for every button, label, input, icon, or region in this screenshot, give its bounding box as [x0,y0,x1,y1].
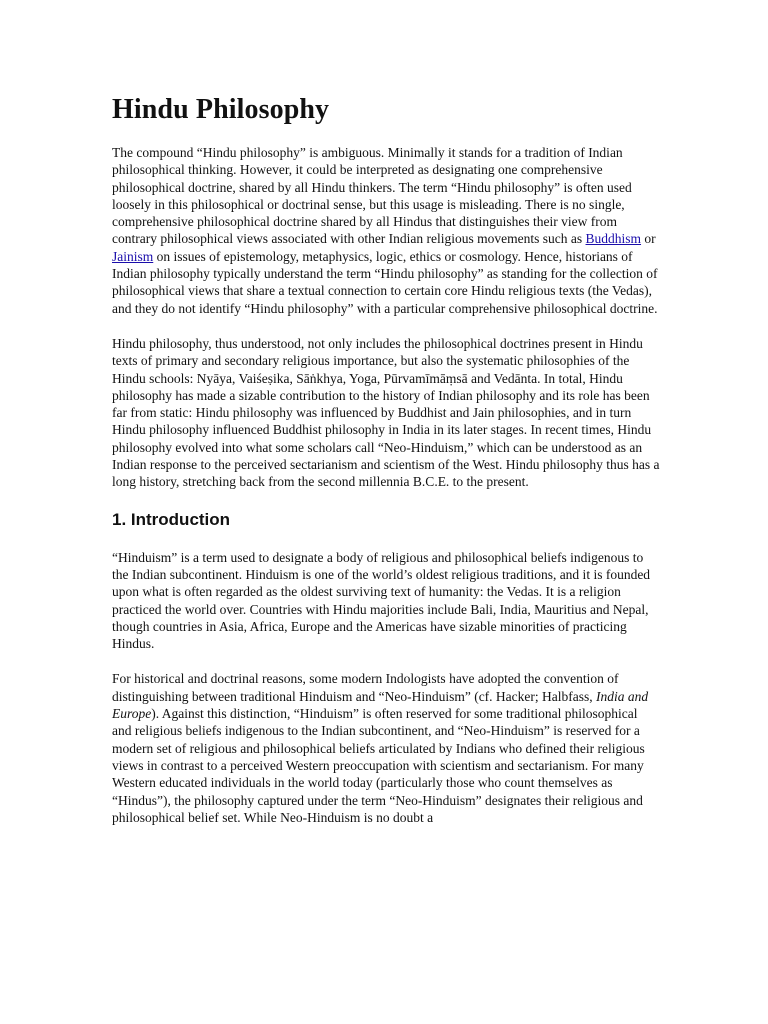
paragraph-text: ). Against this distinction, “Hinduism” is often reserved for some traditional philosophical and religious beliefs indigenous to the Indian subcontinent, and “Neo-Hinduism” is reserved for a modern set of religious and philosophical beliefs articulated by Indians who defined their religious views in contrast to a perceived Western preoccupation with scientism and sectarianism. For many Western educated individuals in the world today (particularly those who count themselves as “Hindus”), the philosophy captured under the term “Neo-Hinduism” designates their religious and philosophical belief set. While Neo-Hinduism is no doubt a [112,706,645,825]
paragraph-hinduism-definition: “Hinduism” is a term used to designate a body of religious and philosophical beliefs indigenous to the Indian subcontinent. Hinduism is one of the world’s oldest religious traditions, and it is founded upon what is often regarded as the oldest surviving text of humanity: the Vedas. It is a religion practiced the world over. Countries with Hindu majorities include Bali, India, Mauritius and Nepal, though countries in Asia, Africa, Europe and the Americas have sizable minorities of practicing Hindus. [112,549,651,652]
paragraph-text: The compound “Hindu philosophy” is ambiguous. Minimally it stands for a tradition of Indian philosophical thinking. However, it could be interpreted as designating one comprehensive philosophical doctrine, shared by all Hindu thinkers. The term “Hindu philosophy” is often used loosely in this philosophical or doctrinal sense, but this usage is misleading. There is no single, comprehensive philosophical doctrine shared by all Hindus that distinguishes their view from contrary philosophical views associated with other Indian religious movements such as [112,145,632,247]
book-title: India and Europe [112,688,649,722]
document-page [112,92,660,844]
page-title: Hindu Philosophy [112,94,330,125]
paragraph-intro [112,144,660,317]
paragraph-schools: Hindu philosophy, thus understood, not only includes the philosophical doctrines present in Hindu texts of primary and secondary religious importance, but also the systematic philosophies of the Hindu schools: Nyāya, Vaiśeṣika, Sāṅkhya, Yoga, Pūrvamīmāṃsā and Vedānta. In total, Hindu philosophy has made a sizable contribution to the history of Indian philosophy and its role has been far from static: Hindu philosophy was influenced by Buddhist and Jain philosophies, and in turn Hindu philosophy influenced Buddhist philosophy in India in its later stages. In recent times, Hindu philosophy evolved into what some scholars call “Neo-Hinduism,” which can be understood as an Indian response to the perceived sectarianism and scientism of the West. Hindu philosophy thus has a long history, stretching back from the second millennia B.C.E. to the present. [112,335,660,490]
paragraph-neo-hinduism [112,670,660,826]
paragraph-text: or [641,231,656,247]
paragraph-text: For historical and doctrinal reasons, some modern Indologists have adopted the convention of distinguishing between traditional Hinduism and “Neo-Hinduism” (cf. Hacker; Halbfass, [112,671,619,704]
buddhism-link[interactable]: Buddhism [585,231,642,247]
paragraph-text: on issues of epistemology, metaphysics, logic, ethics or cosmology. Hence, historians of Indian philosophy typically understand the term “Hindu philosophy” as standing for the collection of philosophical views that share a textual connection to certain core Hindu religious texts (the Vedas), and they do not identify “Hindu philosophy” with a particular comprehensive philosophical doctrine. [112,248,658,316]
jainism-link[interactable]: Jainism [112,248,154,264]
section-heading-introduction: 1. Introduction [112,509,231,529]
